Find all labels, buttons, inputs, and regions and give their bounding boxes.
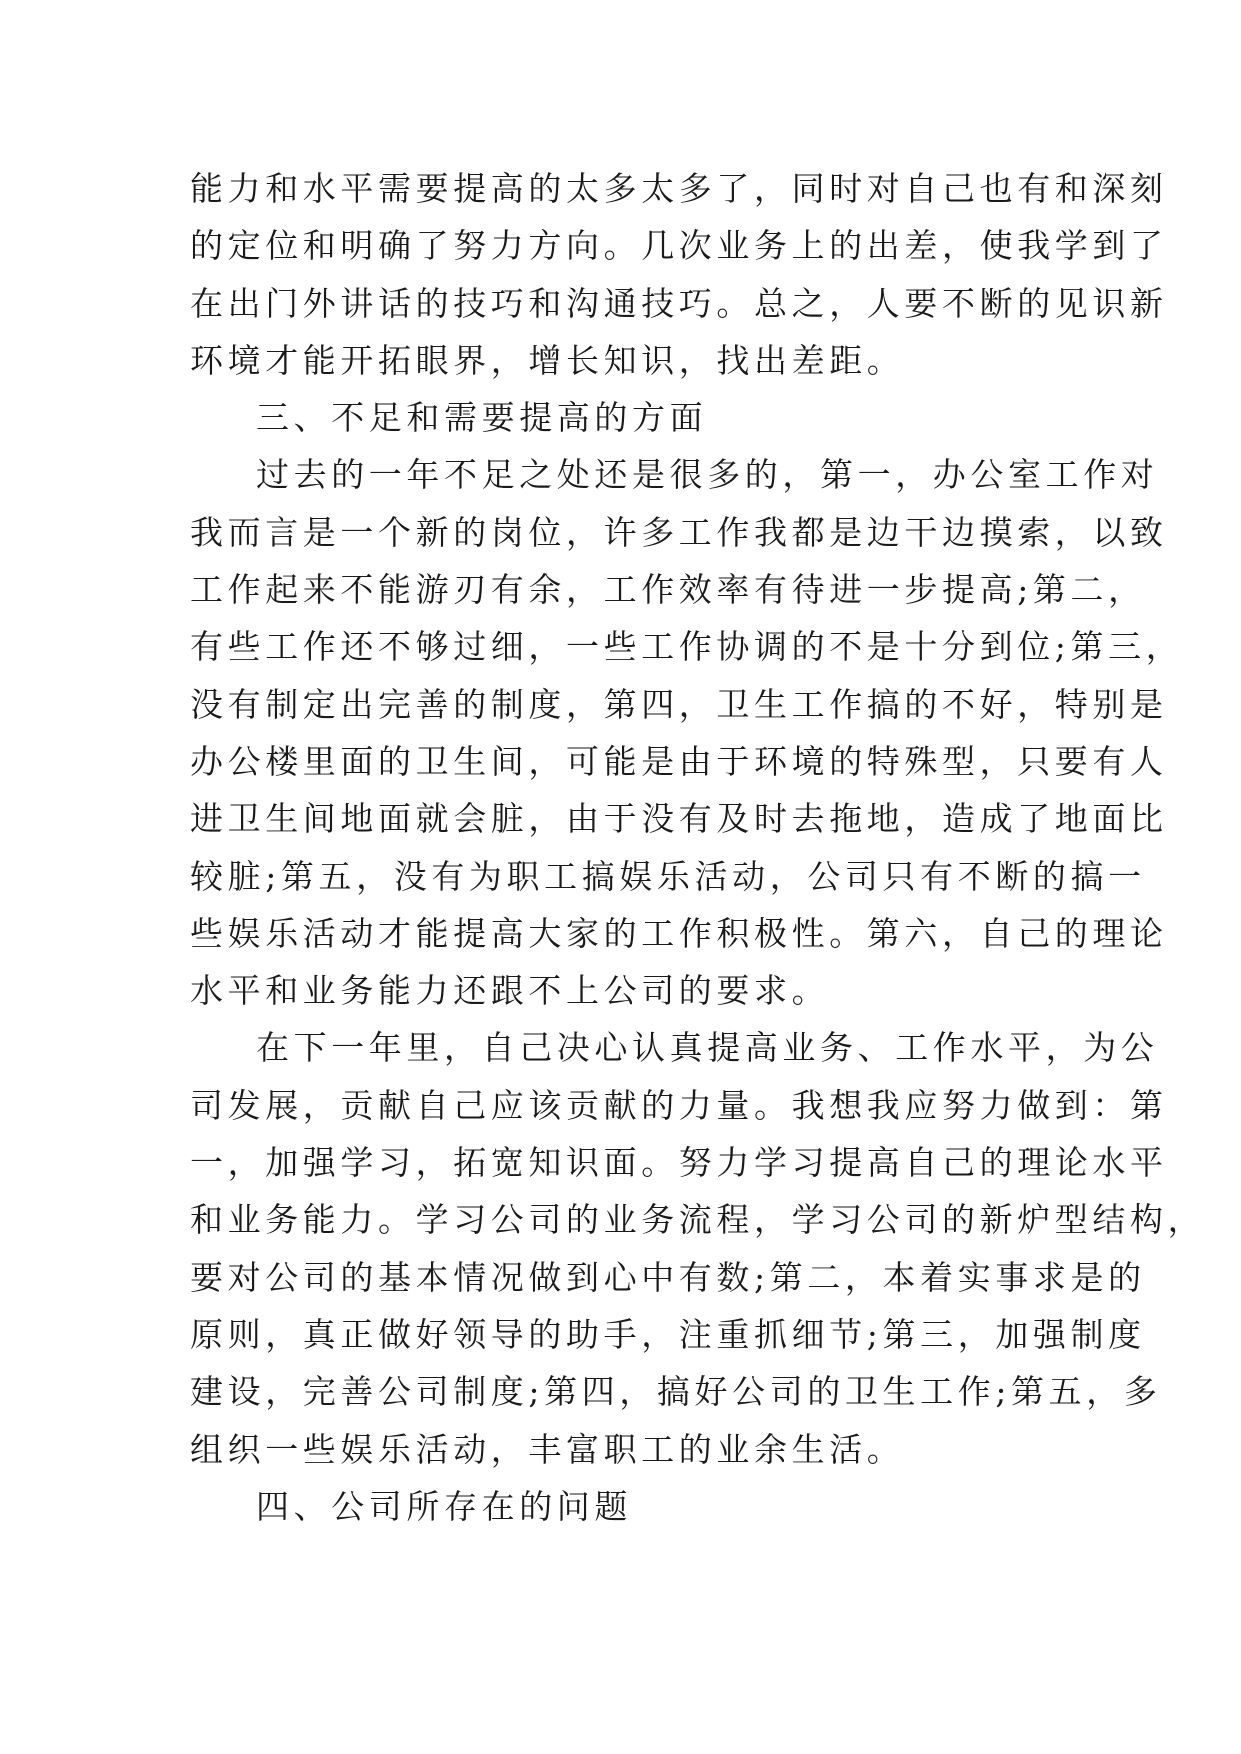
text-line: 在下一年里，自己决心认真提高业务、工作水平，为公	[256, 1028, 1159, 1068]
text-line: 水平和业务能力还跟不上公司的要求。	[190, 971, 830, 1011]
text-line: 环境才能开拓眼界，增长知识，找出差距。	[190, 340, 905, 380]
text-line: 原则，真正做好领导的助手，注重抓细节;第三，加强制度	[190, 1314, 1146, 1354]
text-line: 的定位和明确了努力方向。几次业务上的出差，使我学到了	[190, 226, 1168, 266]
text-line: 在出门外讲话的技巧和沟通技巧。总之，人要不断的见识新	[190, 283, 1168, 323]
text-line: 建设，完善公司制度;第四，搞好公司的卫生工作;第五，多	[190, 1372, 1162, 1412]
text-line: 和业务能力。学习公司的业务流程，学习公司的新炉型结构，	[190, 1200, 1206, 1240]
text-line: 有些工作还不够过细，一些工作协调的不是十分到位;第三，	[190, 627, 1184, 667]
text-line: 进卫生间地面就会脏，由于没有及时去拖地，造成了地面比	[190, 799, 1168, 839]
text-line: 司发展，贡献自己应该贡献的力量。我想我应努力做到：第	[190, 1085, 1168, 1125]
text-line: 一，加强学习，拓宽知识面。努力学习提高自己的理论水平	[190, 1143, 1168, 1183]
text-line: 没有制定出完善的制度，第四，卫生工作搞的不好，特别是	[190, 684, 1168, 724]
text-line: 工作起来不能游刃有余，工作效率有待进一步提高;第二，	[190, 570, 1146, 610]
text-line: 过去的一年不足之处还是很多的，第一，办公室工作对	[256, 455, 1159, 495]
text-line: 较脏;第五，没有为职工搞娱乐活动，公司只有不断的搞一	[190, 856, 1146, 896]
text-line: 办公楼里面的卫生间，可能是由于环境的特殊型，只要有人	[190, 741, 1168, 781]
text-line: 些娱乐活动才能提高大家的工作积极性。第六，自己的理论	[190, 913, 1168, 953]
text-line: 三、不足和需要提高的方面	[256, 398, 708, 438]
body-text	[190, 160, 1206, 1535]
text-line: 我而言是一个新的岗位，许多工作我都是边干边摸索，以致	[190, 512, 1168, 552]
text-line: 四、公司所存在的问题	[256, 1486, 632, 1526]
text-line: 能力和水平需要提高的太多太多了，同时对自己也有和深刻	[190, 169, 1168, 208]
text-line: 要对公司的基本情况做到心中有数;第二，本着实事求是的	[190, 1257, 1146, 1297]
text-line: 组织一些娱乐活动，丰富职工的业余生活。	[190, 1429, 905, 1469]
